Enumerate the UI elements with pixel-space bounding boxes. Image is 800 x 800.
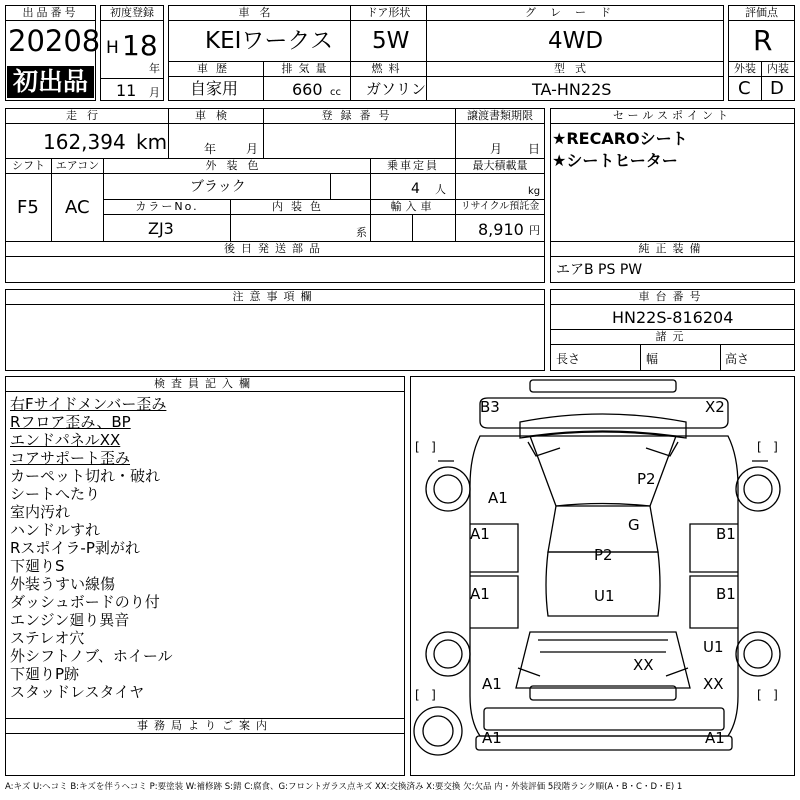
damage-mark: G [628,516,640,534]
car-name-label: 車名 [168,5,351,21]
damage-mark: A1 [482,675,502,693]
displacement-unit: cc [330,87,341,98]
inspector-note-line: 下廻りP跡 [10,665,80,683]
color-number: ZJ3 [148,219,174,238]
damage-mark: P2 [637,470,656,488]
capacity-label: 乗車定員 [370,158,456,174]
fuel: ガソリン [366,80,427,98]
damage-mark: B1 [716,525,736,543]
max-load-label: 最大積載量 [455,158,545,174]
specs-label: 諸元 [550,329,795,345]
damage-mark: XX [633,656,654,674]
damage-mark: U1 [594,587,615,605]
registration-year-unit: 年 [149,62,160,75]
shift: F5 [17,197,39,218]
interior-color-unit: 系 [356,226,367,239]
inspector-note-line: 外装うすい線傷 [10,575,116,593]
damage-mark: XX [703,675,724,693]
notes-label: 注意事項欄 [5,289,545,305]
damage-legend: A:キズ U:ヘコミ B:キズを伴うヘコミ P:要塗装 W:補修跡 S:錆 C:腐食、G:フロントガラス点キズ XX:交換済み X:要交換 欠:欠品 内・外装評価 5段階ランク順(A・B・C・D・E) 1 [5,782,683,792]
inspector-note-line: コアサポート歪み [10,449,131,467]
registration-year: 18 [122,29,158,62]
capacity-unit: 人 [435,183,446,196]
damage-mark: A1 [470,585,490,603]
shift-label: シフト [5,158,52,174]
damage-mark: A1 [470,525,490,543]
later-parts-label: 後日発送部品 [5,241,545,257]
sales-point-1: ★RECAROシート [552,129,688,148]
exterior-color-label: 外装色 [103,158,371,174]
exterior-label: 外装 [728,61,762,77]
inspector-note-line: 下廻りS [10,557,65,575]
lot-number-label: 出品番号 [5,5,96,21]
chassis-number: HN22S-816204 [612,308,734,327]
inspector-note-line: スタッドレスタイヤ [10,683,145,701]
model: TA-HN22S [532,80,612,99]
ac-label: エアコン [51,158,104,174]
inspector-note-line: ダッシュボードのり付 [10,593,160,611]
genuine-equipment: エアB PS PW [556,262,643,278]
inspector-note-line: 外シフトノブ、ホイール [10,647,173,665]
grade: 4WD [548,28,604,54]
recycle-unit: 円 [529,224,540,237]
mileage-unit: km [136,130,168,154]
exterior-color: ブラック [190,179,246,195]
interior-grade: D [770,78,784,99]
damage-mark: B1 [716,585,736,603]
registration-month-unit: 月 [149,86,160,99]
mileage: 162,394 [43,130,126,154]
interior-label: 内装 [761,61,795,77]
inspector-note-line: シートへたり [10,485,101,503]
inspector-note-line: 右Fサイドメンバー歪み [10,395,167,413]
exterior-grade: C [738,78,751,99]
grade-label: グレード [426,5,724,21]
ac: AC [65,197,90,218]
transfer-day-unit: 日 [528,142,541,156]
recycle-label: リサイクル預託金 [455,199,545,215]
door: 5W [372,28,410,54]
height-label: 高さ [725,352,750,366]
car-outline-diagram [410,376,795,776]
history-label: 車歴 [168,61,264,77]
fuel-label: 燃料 [350,61,427,77]
inspector-note-line: Rスポイラ-P剥がれ [10,539,140,557]
inspector-note-line: 室内汚れ [10,503,71,521]
sales-points-label: セールスポイント [550,108,795,124]
damage-mark: B3 [480,398,500,416]
recycle-amount: 8,910 [478,220,524,239]
details-block [5,108,545,242]
registration-number-label: 登録番号 [263,108,456,124]
damage-mark: P2 [594,546,613,564]
damage-mark: X2 [705,398,725,416]
import-label: 輸入車 [370,199,456,215]
width-label: 幅 [646,352,659,366]
inspector-note-line: エンドパネルXX [10,431,121,449]
inspector-note-line: ハンドルすれ [10,521,101,539]
model-label: 型式 [426,61,724,77]
inspection-year-unit: 年 [204,142,217,156]
first-listing-badge: 初出品 [7,66,94,98]
mileage-label: 走行 [5,108,169,124]
score-label: 評価点 [728,5,795,21]
inspector-note-line: エンジン廻り異音 [10,611,130,629]
inspection-date-label: 車検 [168,108,264,124]
damage-mark: A1 [488,489,508,507]
genuine-equipment-label: 純正装備 [550,241,795,257]
damage-mark: A1 [482,729,502,747]
history: 自家用 [190,79,239,98]
inspector-notes-label: 検査員記入欄 [5,376,405,392]
capacity: 4 [411,181,420,197]
max-load-unit: kg [528,186,541,197]
lot-number: 20208 [8,24,101,58]
color-number-label: カラーNo. [103,199,231,215]
car-name: KEIワークス [205,28,334,54]
transfer-deadline-label: 譲渡書類期限 [455,108,545,124]
inspector-note-line: Rフロア歪み、BP [10,413,131,431]
interior-color-label: 内装色 [230,199,371,215]
first-registration-label: 初度登録 [100,5,164,21]
registration-month: 11 [116,81,137,100]
sales-point-2: ★シートヒーター [552,151,678,170]
door-label: ドア形状 [350,5,427,21]
displacement: 660 [292,80,323,99]
inspector-note-line: ステレオ穴 [10,629,85,647]
office-notice-label: 事務局よりご案内 [5,718,405,734]
displacement-label: 排気量 [263,61,351,77]
length-label: 長さ [556,352,581,366]
score: R [753,24,773,57]
damage-mark: A1 [705,729,725,747]
inspector-note-line: カーペット切れ・破れ [10,467,161,485]
inspection-month-unit: 月 [246,142,259,156]
chassis-label: 車台番号 [550,289,795,305]
registration-era: H [106,38,119,58]
damage-mark: U1 [703,638,724,656]
transfer-month-unit: 月 [490,142,503,156]
